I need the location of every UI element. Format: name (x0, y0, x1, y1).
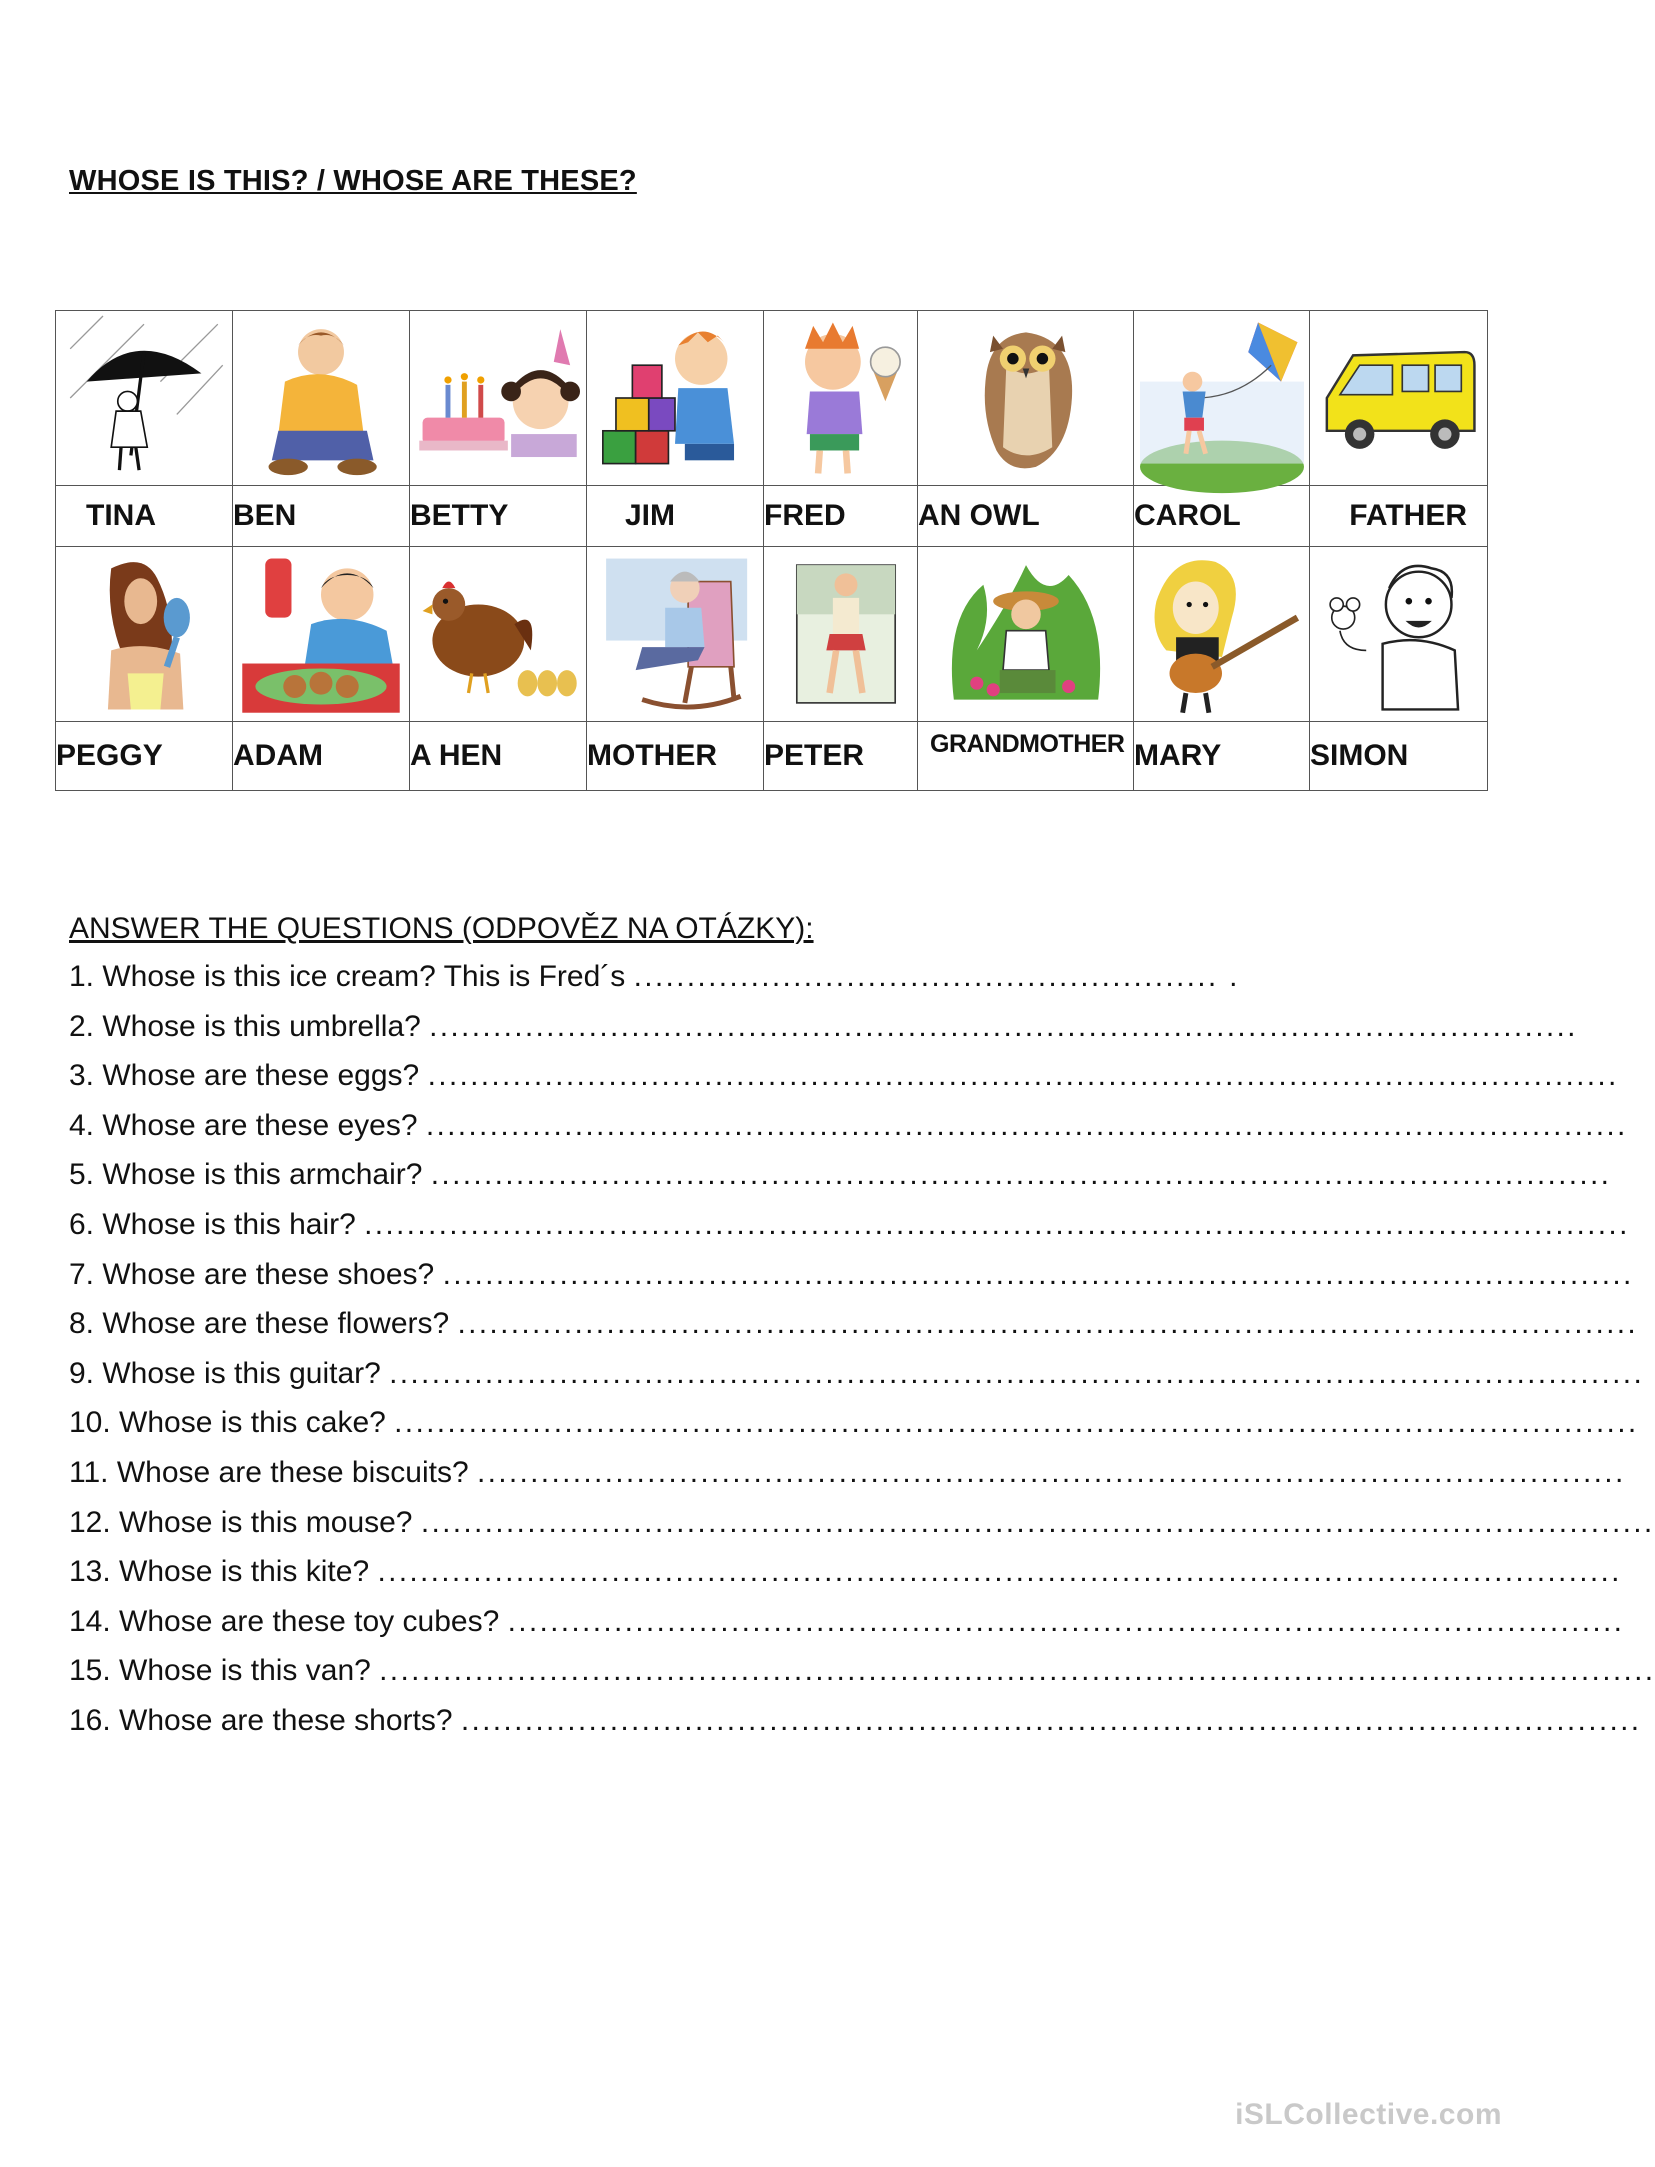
name-label: JIM (587, 486, 764, 547)
question-text: 7. Whose are these shoes? (69, 1257, 435, 1291)
name-label: A HEN (410, 722, 587, 791)
boy-shoes-icon (239, 316, 403, 480)
question-line (69, 1208, 1630, 1242)
question-text: 16. Whose are these shorts? (69, 1704, 453, 1737)
question-line (69, 1604, 1625, 1639)
question-text: 15. Whose is this van? (69, 1654, 371, 1688)
picture-cell (410, 547, 587, 722)
answer-blank[interactable]: ............................................................................................................ (477, 1456, 1626, 1489)
guitar-icon (1140, 552, 1304, 716)
answer-blank[interactable]: ......................................................................................................... (507, 1604, 1625, 1638)
name-label: FRED (764, 486, 918, 547)
question-line (69, 960, 1469, 994)
question-line (69, 1108, 1628, 1143)
page-title: WHOSE IS THIS? / WHOSE ARE THESE? (69, 165, 637, 197)
question-line (69, 1654, 1655, 1688)
picture-cell (918, 547, 1134, 722)
picture-cell (233, 547, 410, 722)
name-label: BEN (233, 486, 410, 547)
picture-cell (410, 311, 587, 486)
answer-blank[interactable]: ............................................................................................................... (430, 1158, 1612, 1192)
picture-row-1 (56, 311, 1488, 486)
question-text: 3. Whose are these eggs? (69, 1059, 420, 1093)
question-line (69, 1406, 1639, 1440)
picture-cell (918, 311, 1134, 486)
name-label: TINA (56, 486, 233, 547)
picture-cell (1310, 547, 1488, 722)
name-label: SIMON (1310, 722, 1488, 791)
answer-blank[interactable]: ....................................................................................................................... (364, 1208, 1630, 1241)
picture-cell (56, 311, 233, 486)
answer-blank[interactable]: ........................................................................................................................ (379, 1654, 1655, 1688)
biscuits-icon (239, 552, 403, 716)
answer-blank[interactable]: ............................................................................................................... (457, 1307, 1639, 1341)
runner-shorts-icon (764, 552, 928, 716)
picture-cell (587, 311, 764, 486)
ice-cream-icon (764, 316, 928, 480)
gardening-flowers-icon (944, 552, 1108, 716)
question-text: 11. Whose are these biscuits? (69, 1456, 469, 1489)
kite-icon (1140, 316, 1304, 480)
name-label: GRANDMOTHER (918, 722, 1134, 791)
question-line (69, 1555, 1622, 1589)
question-text: 4. Whose are these eyes? (69, 1108, 418, 1142)
question-line (69, 1505, 1655, 1540)
question-line (69, 1356, 1645, 1391)
answer-blank[interactable]: ..................................................................................................................... (377, 1555, 1622, 1589)
answer-blank[interactable]: ................................................................................................................ (427, 1059, 1619, 1093)
name-label: AN OWL (918, 486, 1134, 547)
name-label: FATHER (1310, 486, 1488, 547)
armchair-icon (593, 552, 757, 716)
picture-cell (233, 311, 410, 486)
picture-grid (55, 310, 1488, 791)
picture-cell (764, 547, 918, 722)
mouse-icon (1317, 552, 1481, 716)
question-text: 1. Whose is this ice cream? This is Fred´s (69, 960, 626, 993)
question-text: 5. Whose is this armchair? (69, 1158, 423, 1192)
umbrella-girl-icon (62, 316, 226, 480)
answer-blank[interactable]: ...................................................................................................................... (389, 1356, 1645, 1390)
question-line (69, 1704, 1642, 1738)
watermark-footer: iSLCollective.com (1235, 2098, 1502, 2131)
name-label: ADAM (233, 722, 410, 791)
name-row-2 (56, 722, 1488, 791)
question-text: 8. Whose are these flowers? (69, 1307, 450, 1341)
question-text: 2. Whose is this umbrella? (69, 1009, 421, 1043)
question-text: 14. Whose are these toy cubes? (69, 1604, 500, 1638)
picture-cell (764, 311, 918, 486)
question-line (69, 1257, 1634, 1292)
name-label: PETER (764, 722, 918, 791)
picture-cell (56, 547, 233, 722)
name-label: MARY (1134, 722, 1310, 791)
question-line (69, 1158, 1612, 1192)
toy-cubes-icon (593, 316, 757, 480)
answer-blank[interactable]: .................................................................................................................... (420, 1505, 1655, 1539)
picture-cell (1134, 547, 1310, 722)
picture-cell (1134, 311, 1310, 486)
hen-eggs-icon (416, 552, 580, 716)
answer-blank[interactable]: ................................................................................................................ (442, 1257, 1634, 1291)
answer-blank[interactable]: ............................................................................................................... (460, 1704, 1642, 1737)
name-label: MOTHER (587, 722, 764, 791)
owl-icon (944, 316, 1108, 480)
answer-blank[interactable]: ................................................................................................................. (425, 1108, 1628, 1142)
question-line (69, 1307, 1639, 1341)
question-text: 12. Whose is this mouse? (69, 1505, 413, 1539)
question-text: 6. Whose is this hair? (69, 1208, 356, 1241)
picture-cell (587, 547, 764, 722)
question-line (69, 1456, 1626, 1490)
answer-heading: ANSWER THE QUESTIONS (ODPOVĚZ NA OTÁZKY): (69, 912, 814, 945)
name-row-1 (56, 486, 1488, 547)
answer-blank[interactable]: ............................................................................................................ (429, 1009, 1578, 1043)
name-label: PEGGY (56, 722, 233, 791)
question-line (69, 1009, 1578, 1044)
picture-cell (1310, 311, 1488, 486)
question-text: 9. Whose is this guitar? (69, 1356, 381, 1390)
answer-blank[interactable]: ..................................................................................................................... (394, 1406, 1639, 1440)
hair-brush-icon (62, 552, 226, 716)
name-label: BETTY (410, 486, 587, 547)
picture-row-2 (56, 547, 1488, 722)
birthday-cake-icon (416, 316, 580, 480)
question-line (69, 1059, 1619, 1093)
question-text: 10. Whose is this cake? (69, 1406, 386, 1440)
van-icon (1317, 316, 1481, 480)
answer-blank[interactable]: ....................................................... . (633, 960, 1240, 993)
question-text: 13. Whose is this kite? (69, 1555, 370, 1589)
name-label: CAROL (1134, 486, 1310, 547)
